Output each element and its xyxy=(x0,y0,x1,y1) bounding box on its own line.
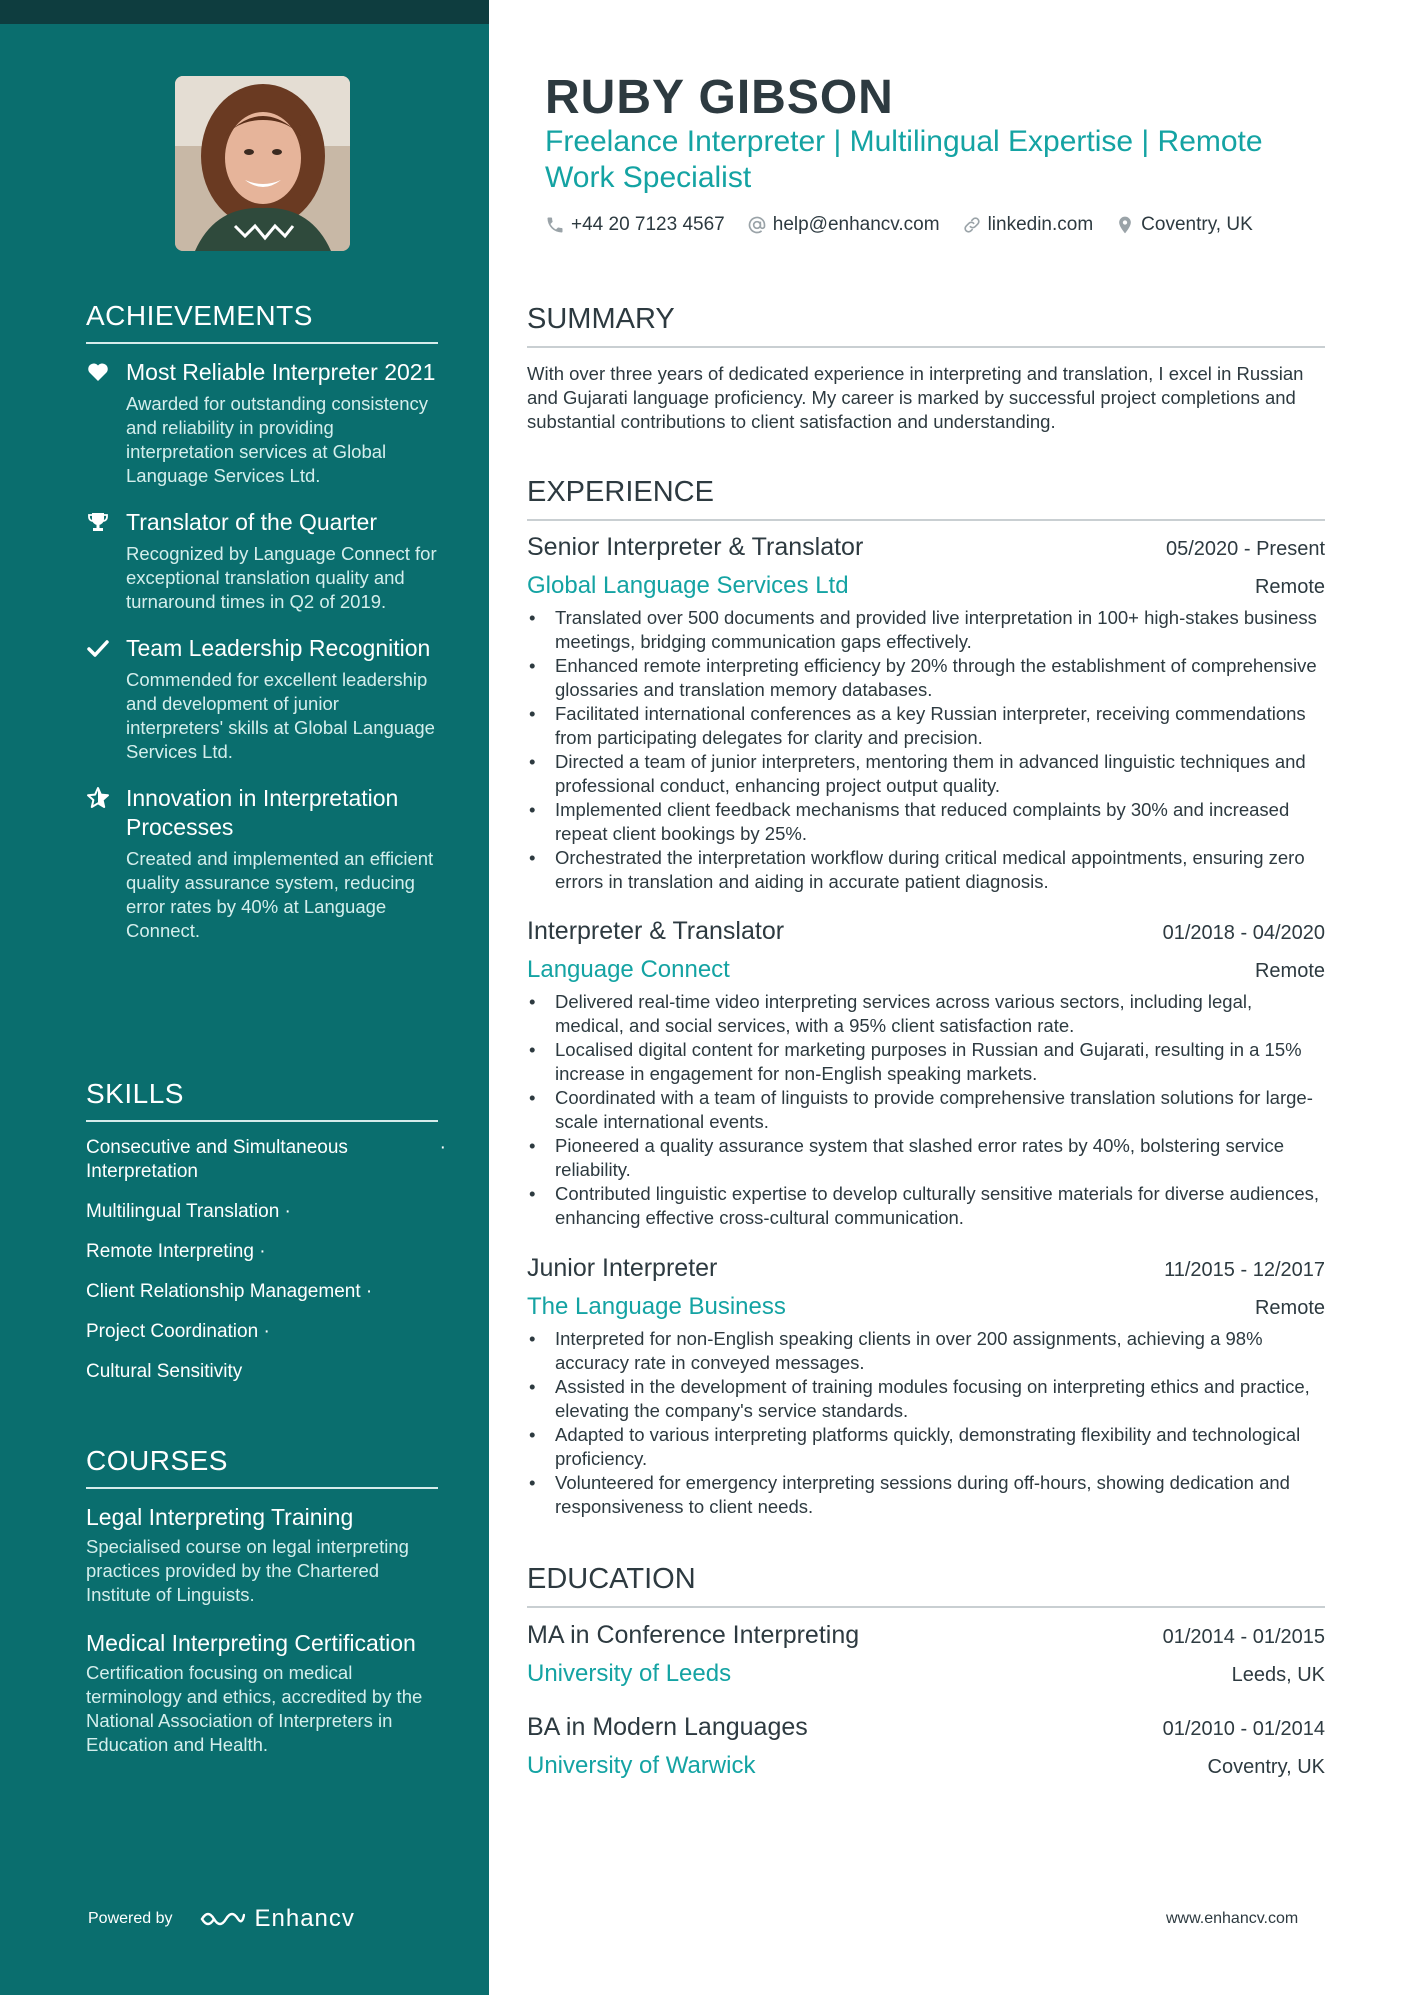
achievement-description: Recognized by Language Connect for exceptional translation quality and turnaround times in Q2 of 2019. xyxy=(126,543,437,612)
skill-separator: · xyxy=(439,1137,446,1158)
job-location: Remote xyxy=(1254,576,1325,598)
sidebar xyxy=(0,0,489,1995)
checkmark-icon xyxy=(86,636,110,660)
at-icon xyxy=(747,215,767,235)
course-title: Medical Interpreting Certification xyxy=(86,1630,416,1656)
footer-url[interactable]: www.enhancv.com xyxy=(1166,1910,1299,1927)
job-bullets xyxy=(527,990,1325,1230)
achievement-description: Created and implemented an efficient quality assurance system, reducing error rates by 40% at Language Connect. xyxy=(126,848,434,941)
course-description: Certification focusing on medical terminology and ethics, accredited by the National Association of Interpreters in Education and Health. xyxy=(86,1662,423,1755)
education-location: Coventry, UK xyxy=(1207,1756,1325,1778)
skill-label: Cultural Sensitivity xyxy=(86,1361,243,1382)
company-name: The Language Business xyxy=(527,1293,786,1320)
achievement-item xyxy=(86,634,438,764)
skill-separator: · xyxy=(259,1241,266,1262)
sidebar-top-bar xyxy=(0,0,489,24)
school-name: University of Leeds xyxy=(527,1660,732,1687)
education-entry xyxy=(527,1713,1325,1780)
skill-separator: · xyxy=(365,1281,373,1302)
course-description: Specialised course on legal interpreting practices provided by the Chartered Institute of Linguists. xyxy=(86,1536,409,1605)
achievement-title: Most Reliable Interpreter 2021 xyxy=(126,359,436,385)
education-date: 01/2010 - 01/2014 xyxy=(1162,1718,1325,1740)
company-name: Global Language Services Ltd xyxy=(527,572,849,599)
courses-heading: COURSES xyxy=(86,1445,438,1489)
skill-item xyxy=(86,1136,446,1184)
contact-phone[interactable] xyxy=(545,214,725,236)
achievement-title: Innovation in Interpretation Processes xyxy=(126,785,399,840)
achievement-description: Commended for excellent leadership and development of junior interpreters' skills at Global Language Services Ltd. xyxy=(126,669,435,762)
summary-text: With over three years of dedicated experience in interpreting and translation, I excel in Russian and Gujarati language proficiency. My career is marked by successful project completions and substantial contributions to client satisfaction and understanding. xyxy=(527,363,1304,432)
location-pin-icon xyxy=(1115,215,1135,235)
achievement-item xyxy=(86,508,438,614)
degree-title: BA in Modern Languages xyxy=(527,1713,808,1741)
job-date: 05/2020 - Present xyxy=(1166,538,1325,560)
star-icon xyxy=(86,786,110,810)
bullet-item: • Enhanced remote interpreting efficiency by 20% through the establishment of comprehensive glossaries and translation memory databases. xyxy=(527,654,1325,702)
skill-label: Remote Interpreting xyxy=(86,1241,254,1262)
job-date: 01/2018 - 04/2020 xyxy=(1162,922,1325,944)
skill-item xyxy=(86,1320,438,1344)
skill-label: Client Relationship Management xyxy=(86,1281,361,1302)
achievement-item xyxy=(86,784,438,943)
bullet-item: • Directed a team of junior interpreters, mentoring them in advanced linguistic techniques and professional conduct, enhancing project output quality. xyxy=(527,750,1325,798)
summary-heading: SUMMARY xyxy=(527,303,1325,348)
trophy-icon xyxy=(86,510,110,534)
skill-item xyxy=(86,1280,438,1304)
job-title: Senior Interpreter & Translator xyxy=(527,533,864,561)
achievements-section xyxy=(86,300,438,963)
courses-section xyxy=(86,1445,438,1779)
bullet-item: • Delivered real-time video interpreting services across various sectors, including legal, medical, and social services, with a 95% client satisfaction rate. xyxy=(527,990,1325,1038)
job-entry xyxy=(527,1254,1325,1519)
profile-photo xyxy=(175,76,350,251)
bullet-item: • Pioneered a quality assurance system that slashed error rates by 40%, bolstering service reliability. xyxy=(527,1134,1325,1182)
contact-email-text: help@enhancv.com xyxy=(772,214,940,235)
education-date: 01/2014 - 01/2015 xyxy=(1162,1626,1325,1648)
skill-label: Project Coordination xyxy=(86,1321,259,1342)
skill-label: Consecutive and Simultaneous Interpretation xyxy=(86,1137,348,1182)
enhancv-logo-icon xyxy=(199,1907,245,1931)
education-entry xyxy=(527,1621,1325,1688)
link-icon xyxy=(962,215,982,235)
skill-item xyxy=(86,1240,438,1264)
job-date: 11/2015 - 12/2017 xyxy=(1164,1259,1325,1281)
education-heading: EDUCATION xyxy=(527,1563,1325,1608)
job-entry xyxy=(527,533,1325,894)
achievements-heading: ACHIEVEMENTS xyxy=(86,300,438,344)
bullet-item: • Coordinated with a team of linguists to provide comprehensive translation solutions for large-scale international events. xyxy=(527,1086,1325,1134)
contact-linkedin[interactable] xyxy=(962,214,1094,236)
candidate-tagline: Freelance Interpreter | Multilingual Expertise | Remote Work Specialist xyxy=(545,125,1263,194)
bullet-item: • Volunteered for emergency interpreting sessions during off-hours, showing dedication and responsiveness to client needs. xyxy=(527,1471,1325,1519)
achievement-title: Team Leadership Recognition xyxy=(126,635,431,661)
powered-by xyxy=(88,1905,355,1933)
contact-phone-text: +44 20 7123 4567 xyxy=(571,214,725,235)
achievement-item xyxy=(86,358,438,488)
job-title: Junior Interpreter xyxy=(527,1254,718,1282)
contact-location-text: Coventry, UK xyxy=(1141,214,1253,235)
bullet-item: • Assisted in the development of training modules focusing on interpreting ethics and practice, elevating the company's service standards. xyxy=(527,1375,1325,1423)
bullet-item: • Orchestrated the interpretation workflow during critical medical appointments, ensuring zero errors in translation and aiding in accurate patient diagnosis. xyxy=(527,846,1325,894)
job-title: Interpreter & Translator xyxy=(527,917,785,945)
school-name: University of Warwick xyxy=(527,1752,756,1779)
bullet-item: • Facilitated international conferences as a key Russian interpreter, receiving commendations from participating delegates for clarity and precision. xyxy=(527,702,1325,750)
bullet-item: • Adapted to various interpreting platforms quickly, demonstrating flexibility and technological proficiency. xyxy=(527,1423,1325,1471)
skills-heading: SKILLS xyxy=(86,1078,438,1122)
skill-item xyxy=(86,1200,438,1224)
candidate-name: RUBY GIBSON xyxy=(545,71,894,124)
bullet-item: • Implemented client feedback mechanisms that reduced complaints by 30% and increased repeat client bookings by 25%. xyxy=(527,798,1325,846)
contact-bar xyxy=(545,214,1253,236)
skill-label: Multilingual Translation xyxy=(86,1201,280,1222)
job-bullets xyxy=(527,606,1325,894)
bullet-item: • Interpreted for non-English speaking clients in over 200 assignments, achieving a 98% accuracy rate in conveyed messages. xyxy=(527,1327,1325,1375)
experience-heading: EXPERIENCE xyxy=(527,476,1325,521)
skills-section xyxy=(86,1078,446,1400)
job-entry xyxy=(527,917,1325,1230)
skill-separator: · xyxy=(284,1201,291,1222)
contact-location xyxy=(1115,214,1253,236)
skill-item xyxy=(86,1360,438,1384)
achievement-description: Awarded for outstanding consistency and reliability in providing interpretation services at Global Language Services Ltd. xyxy=(126,393,429,486)
job-location: Remote xyxy=(1254,1297,1325,1319)
powered-by-label: Powered by xyxy=(88,1910,173,1927)
company-name: Language Connect xyxy=(527,956,730,983)
degree-title: MA in Conference Interpreting xyxy=(527,1621,860,1649)
bullet-item: • Contributed linguistic expertise to develop culturally sensitive materials for diverse audiences, enhancing effective cross-cultural communication. xyxy=(527,1182,1325,1230)
bullet-item: • Translated over 500 documents and provided live interpretation in 100+ high-stakes business meetings, bridging communication gaps effectively. xyxy=(527,606,1325,654)
heart-icon xyxy=(86,360,110,384)
education-location: Leeds, UK xyxy=(1231,1664,1325,1686)
course-title: Legal Interpreting Training xyxy=(86,1504,354,1530)
enhancv-logo[interactable] xyxy=(199,1905,355,1933)
contact-linkedin-text: linkedin.com xyxy=(987,214,1094,235)
skill-separator: · xyxy=(263,1321,270,1342)
bullet-item: • Localised digital content for marketing purposes in Russian and Gujarati, resulting in a 15% increase in engagement for non-English speaking markets. xyxy=(527,1038,1325,1086)
contact-email[interactable] xyxy=(747,214,940,236)
job-bullets xyxy=(527,1327,1325,1519)
job-location: Remote xyxy=(1254,960,1325,982)
achievement-title: Translator of the Quarter xyxy=(126,509,377,535)
enhancv-brand-text: Enhancv xyxy=(254,1905,355,1932)
phone-icon xyxy=(545,215,565,235)
